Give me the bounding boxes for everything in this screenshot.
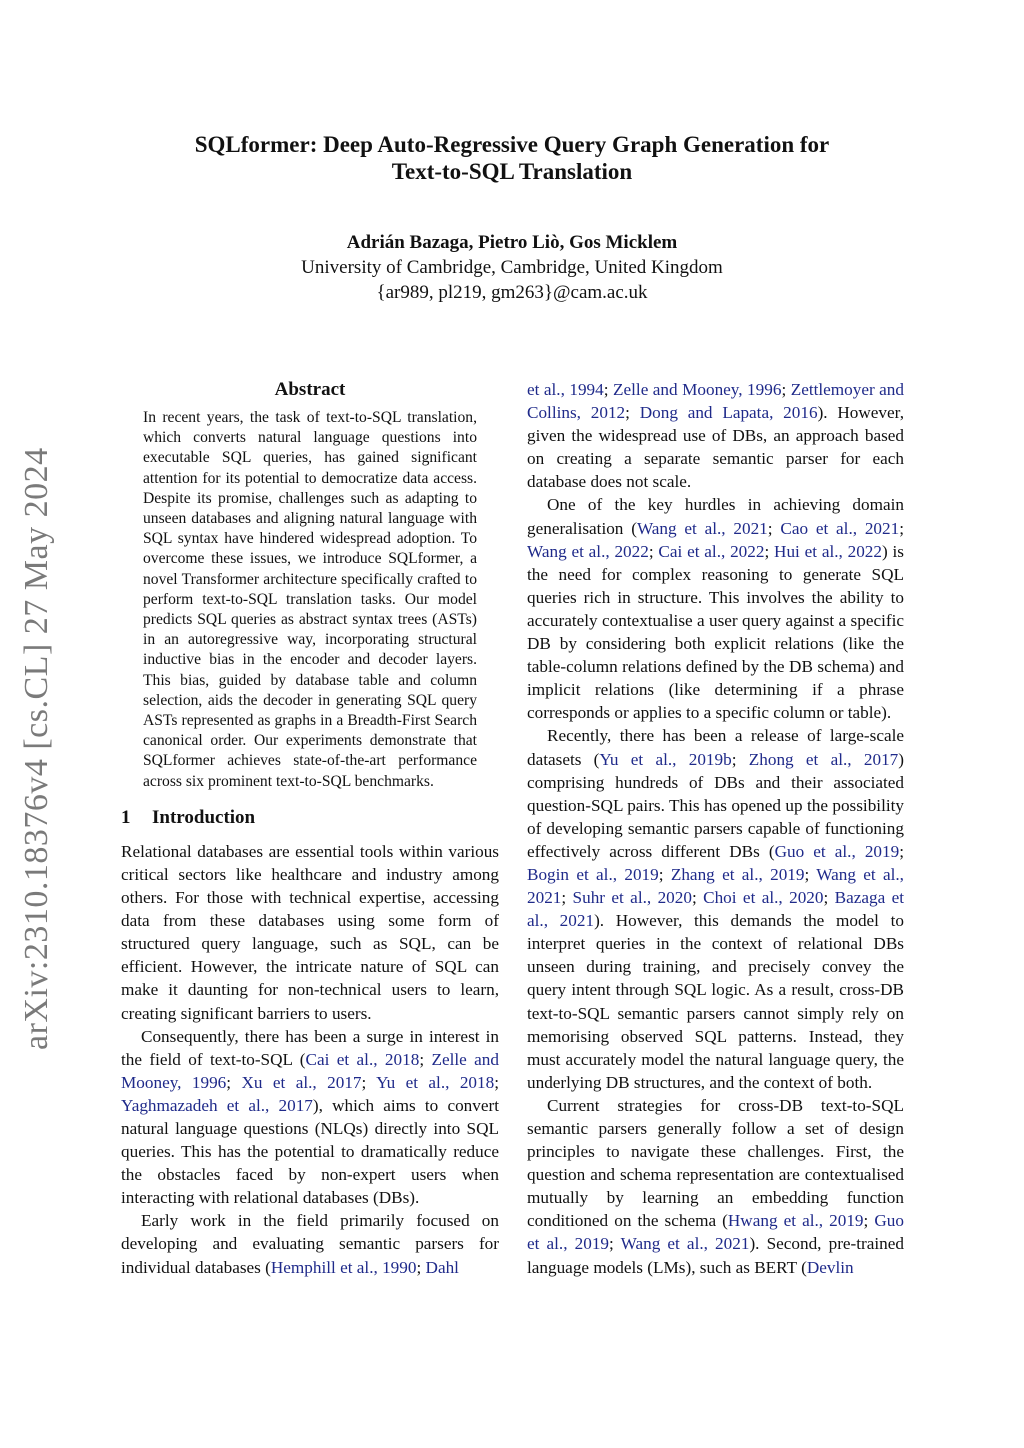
citation-separator: ; — [863, 1211, 875, 1231]
citation-link[interactable]: Choi et al., 2020 — [703, 888, 824, 908]
citation-separator: ; — [361, 1072, 377, 1092]
citation-link[interactable]: Bazaga et al., 2021 — [527, 888, 905, 931]
citation-link[interactable]: Cao et al., 2021 — [780, 518, 900, 538]
citation-link[interactable]: Wang et al., 2021 — [636, 518, 768, 538]
intro-paragraph-5 — [527, 724, 904, 1094]
paragraph-text: ). Second, pre-trained language models (LMs), such as BERT ( — [527, 1234, 904, 1277]
citation-link[interactable]: Devlin — [806, 1257, 854, 1277]
section-heading-introduction — [121, 806, 499, 830]
paragraph-text: ) is the need for complex reasoning to generate SQL queries rich in structure. This involves the ability to accurately contextualise a user query against a specific DB by considering both explicit relations (like the table-column relations defined by the DB schema) and implicit relations (like determining if a phrase corresponds or applies to a specific column or table). — [527, 541, 904, 723]
citation-link[interactable]: Cai et al., 2022 — [658, 541, 765, 561]
citation-separator: ; — [603, 380, 614, 399]
author-names: Adrián Bazaga, Pietro Liò, Gos Micklem — [346, 232, 678, 253]
paragraph-text: Current strategies for cross-DB text-to-SQL semantic parsers generally follow a set of design principles to navigate these challenges. First, the question and schema representation are contextualised mutually by learning an embedding function conditioned on the schema ( — [527, 1095, 904, 1231]
paragraph-text: Recently, there has been a release of large-scale datasets ( — [527, 726, 904, 769]
citation-separator: ; — [609, 1234, 621, 1254]
citation-separator: ; — [658, 864, 671, 884]
citation-separator: ; — [691, 888, 704, 908]
citation-link[interactable]: Dong and Lapata, 2016 — [639, 403, 818, 423]
paragraph-text: ) comprising hundreds of DBs and their associated question-SQL pairs. This has opened up the possibility of developing semantic parsers capable of functioning effectively across different DBs ( — [527, 749, 904, 861]
intro-paragraph-3-continued — [527, 378, 904, 493]
citation-link[interactable]: Suhr et al., 2020 — [572, 888, 692, 908]
citation-link[interactable]: Zhang et al., 2019 — [670, 864, 805, 884]
citation-link[interactable]: Cai et al., 2018 — [305, 1049, 420, 1069]
paragraph-text: Early work in the field primarily focused on developing and evaluating semantic parsers for individual databases ( — [121, 1211, 499, 1277]
citation-separator: ; — [899, 841, 904, 861]
citation-separator: ; — [899, 518, 904, 538]
citation-separator: ; — [764, 541, 775, 561]
citation-separator: ; — [767, 518, 781, 538]
citation-separator: ; — [419, 1049, 432, 1069]
citation-separator: ; — [625, 403, 640, 423]
citation-link[interactable]: Yu et al., 2018 — [376, 1072, 495, 1092]
paper-title — [0, 131, 1024, 185]
affiliation: University of Cambridge, Cambridge, United Kingdom — [301, 257, 723, 278]
citation-link[interactable]: Hui et al., 2022 — [774, 541, 882, 561]
citation-link[interactable]: Guo et al., 2019 — [774, 841, 900, 861]
citation-link[interactable]: Yaghmazadeh et al., 2017 — [121, 1095, 313, 1115]
paragraph-text: ), which aims to convert natural language questions (NLQs) directly into SQL queries. This has the potential to dramatically reduce the obstacles faced by non-expert users when interacting with relational databases (DBs). — [121, 1095, 499, 1208]
citation-separator: ; — [781, 380, 791, 399]
title-line-2: Text-to-SQL Translation — [391, 159, 633, 184]
citation-separator: ; — [226, 1072, 242, 1092]
intro-paragraph-1: Relational databases are essential tools within various critical sectors like healthcare and industry among others. For those with technical expertise, accessing data from these databases using some form of structured query language, such as SQL, can be efficient. However, the intricate nature of SQL can make it daunting for non-technical users to learn, creating significant barriers to users. — [121, 841, 499, 1023]
arxiv-identifier-stamp: arXiv:2310.18376v4 [cs.CL] 27 May 2024 — [18, 447, 55, 1050]
citation-separator: ; — [561, 888, 573, 908]
citation-link[interactable]: Yu et al., 2019b — [599, 749, 732, 769]
paragraph-text: ). However, given the widespread use of DBs, an approach based on creating a separate semantic parser for each database does not scale. — [527, 403, 904, 492]
citation-separator: ; — [648, 541, 659, 561]
citation-link[interactable]: Wang et al., 2022 — [527, 541, 649, 561]
left-column — [121, 378, 499, 1279]
title-line-1: SQLformer: Deep Auto-Regressive Query Graph Generation for — [194, 132, 830, 157]
citation-separator: ; — [416, 1257, 426, 1277]
citation-link[interactable]: Wang et al., 2021 — [527, 864, 904, 908]
citation-link[interactable]: Zettlemoyer and Collins, 2012 — [527, 380, 904, 423]
citation-separator: ; — [804, 864, 817, 884]
citation-link[interactable]: Zhong et al., 2017 — [748, 749, 899, 769]
citation-separator: ; — [494, 1072, 499, 1092]
section-title: Introduction — [152, 806, 256, 828]
author-block — [0, 230, 1024, 305]
abstract-text: In recent years, the task of text-to-SQL translation, which converts natural language questions into executable SQL queries, has gained significant attention for its potential to democratize data access. Despite its promise, challenges such as adapting to unseen databases and aligning natural language with SQL syntax have hindered widespread adoption. To overcome these issues, we introduce SQLformer, a novel Transformer architecture specifically crafted to perform text-to-SQL translation tasks. Our model predicts SQL queries as abstract syntax trees (ASTs) in an autoregressive way, incorporating structural inductive bias in the encoder and decoder layers. This bias, guided by database table and column selection, aids the decoder in generating SQL query ASTs represented as graphs in a Breadth-First Search canonical order. Our experiments demonstrate that SQLformer achieves state-of-the-art performance across six prominent text-to-SQL benchmarks. — [143, 409, 477, 790]
intro-paragraph-3 — [121, 1209, 499, 1278]
citation-link[interactable]: Dahl — [425, 1257, 459, 1277]
citation-link[interactable]: et al., 1994 — [527, 380, 604, 399]
paragraph-text: Consequently, there has been a surge in interest in the field of text-to-SQL ( — [121, 1026, 499, 1069]
intro-paragraph-4 — [527, 493, 904, 724]
citation-link[interactable]: Bogin et al., 2019 — [527, 864, 659, 884]
citation-link[interactable]: Guo et al., 2019 — [527, 1211, 904, 1254]
section-number: 1 — [121, 806, 131, 828]
intro-paragraph-6 — [527, 1094, 904, 1279]
intro-paragraph-2 — [121, 1025, 499, 1210]
paragraph-text: ). However, this demands the model to interpret queries in the context of relational DBs unseen during training, and precisely convey the query intent through SQL logic. As a result, cross-DB text-to-SQL semantic parsers cannot simply rely on memorising observed SQL patterns. Instead, they must accurately model the natural language query, the underlying DB structures, and the context of both. — [527, 911, 904, 1092]
citation-link[interactable]: Zelle and Mooney, 1996 — [613, 380, 782, 399]
citation-link[interactable]: Hwang et al., 2019 — [727, 1211, 864, 1231]
citation-link[interactable]: Wang et al., 2021 — [620, 1234, 750, 1254]
abstract-heading: Abstract — [274, 379, 346, 400]
citation-link[interactable]: Hemphill et al., 1990 — [270, 1257, 417, 1277]
author-emails: {ar989, pl219, gm263}@cam.ac.uk — [376, 282, 648, 303]
citation-separator: ; — [823, 888, 835, 908]
citation-separator: ; — [731, 749, 749, 769]
citation-link[interactable]: Xu et al., 2017 — [241, 1072, 362, 1092]
paragraph-text: One of the key hurdles in achieving domain generalisation ( — [527, 495, 904, 538]
right-column — [527, 378, 904, 1279]
citation-link[interactable]: Zelle and Mooney, 1996 — [121, 1049, 499, 1092]
